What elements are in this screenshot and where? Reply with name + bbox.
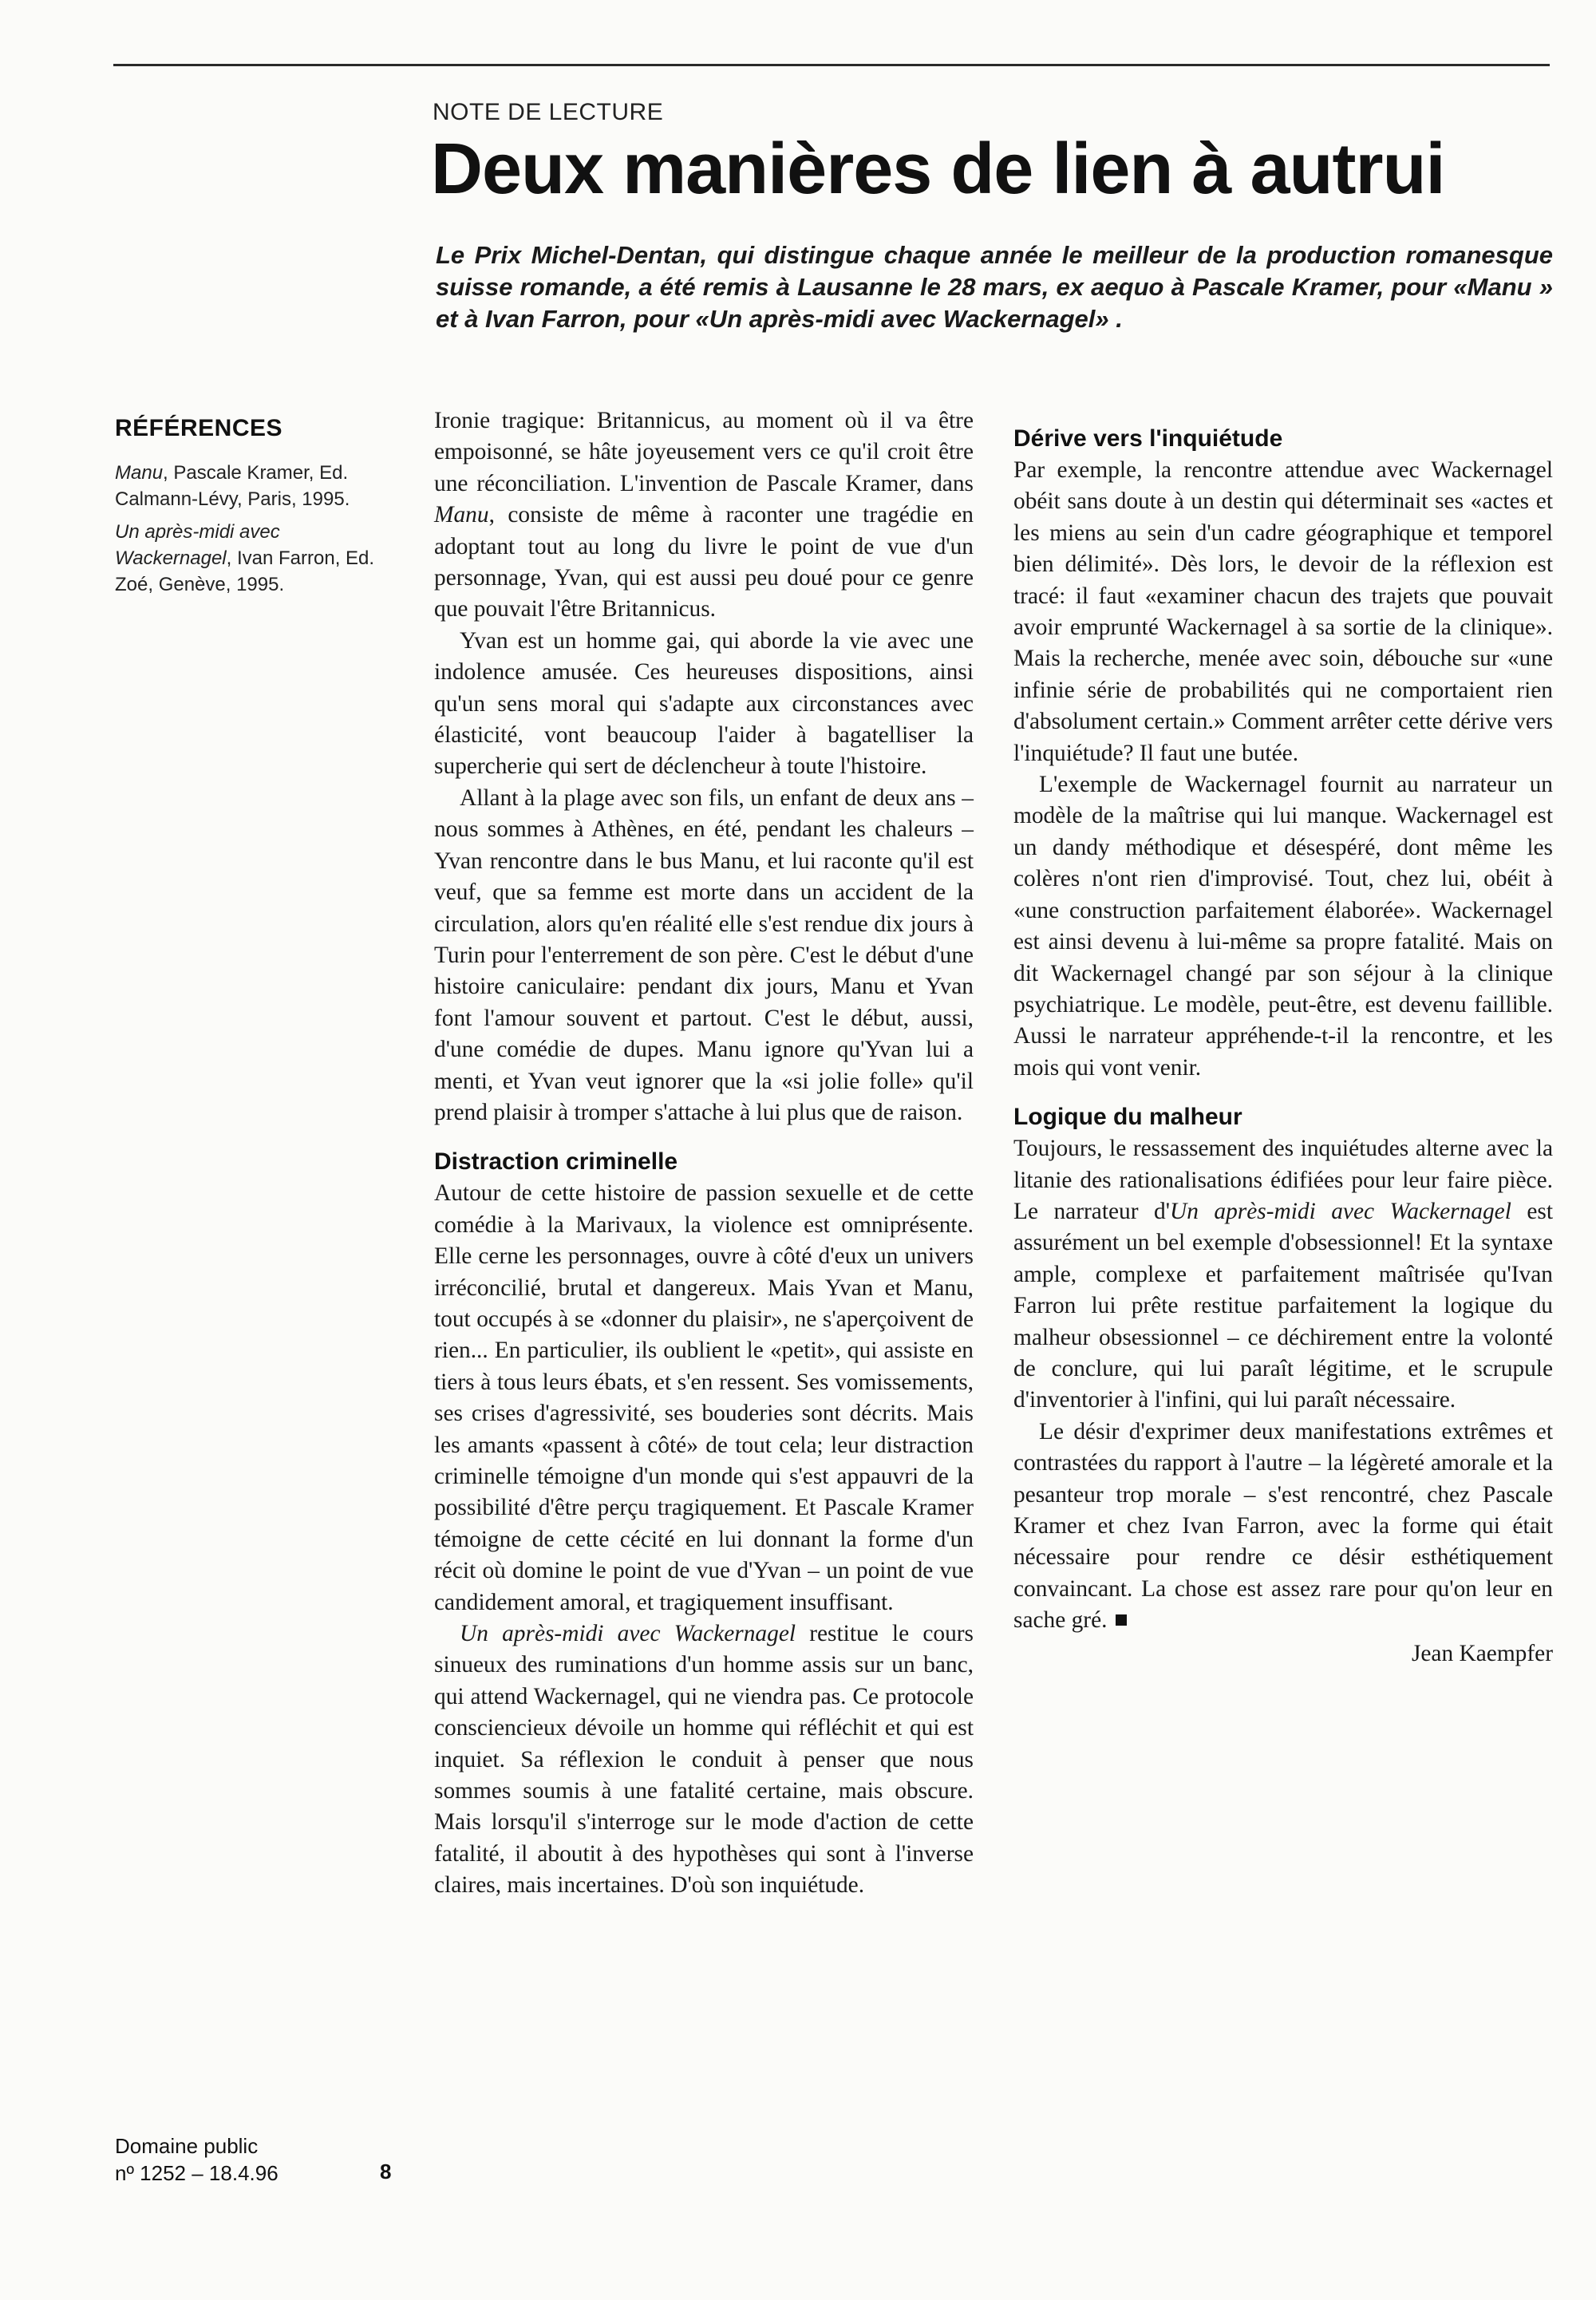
article-title: Deux manières de lien à autrui [431, 129, 1445, 209]
subheading: Distraction criminelle [434, 1148, 678, 1176]
body-paragraph: L'exemple de Wackernagel fournit au narrateur un modèle de la maîtrise qui lui manque. Wackernagel est un dandy méthodique et désespéré, dont même les colères n'ont rien d'improvisé. Tout, chez lui, obéit à «une construction parfaitement élaborée». Wackernagel est ainsi devenu à lui-même sa propre fatalité. Mais on dit Wackernagel changé par son séjour à la clinique psychiatrique. Le modèle, peut-être, est devenu faillible. Aussi le narrateur appréhende-t-il la rencontre, et les mois qui vont venir. [1013, 772, 1553, 1081]
book-title: Manu [434, 502, 489, 528]
reference-item [115, 519, 396, 598]
body-paragraph: Un après-midi avec Wackernagel restitue le cours sinueux des ruminations d'un homme assis sur un banc, qui attend Wackernagel, qui ne viendra pas. Ce protocole consciencieux dévoile un homme qui réfléchit et qui est inquiet. Sa réflexion le conduit à penser que nous sommes soumis à une fatalité certaine, mais obscure. Mais lorsqu'il s'interroge sur le mode d'action de cette fatalité, il aboutit à des hypothèses qui sont à l'inverse claires, mais incertaines. D'où son inquiétude. [434, 1621, 974, 1899]
publication-footer [115, 2132, 418, 2187]
body-paragraph: Ironie tragique: Britannicus, au moment où il va être empoisonné, se hâte joyeusement vers ce qu'il croit être une réconciliation. L'invention de Pascale Kramer, dans Manu, consiste de même à raconter une tragédie en adoptant tout au long du livre le point de vue d'un personnage, Yvan, qui est aussi peu doué pour ce genre que pouvait l'être Britannicus. [434, 408, 974, 622]
book-title: Un après-midi avec Wackernagel [460, 1621, 796, 1647]
author-signature: Jean Kaempfer [1411, 1640, 1553, 1666]
subheading: Dérive vers l'inquiétude [1013, 425, 1283, 452]
page-number: 8 [380, 2160, 392, 2183]
reference-title: Un après-midi avec Wackernagel [115, 521, 280, 569]
subheading: Logique du malheur [1013, 1104, 1242, 1131]
article-column-2 [1013, 405, 1553, 1670]
section-kicker: NOTE DE LECTURE [433, 99, 664, 125]
book-title: Un après-midi avec Wackernagel [1170, 1198, 1511, 1224]
body-paragraph: Toujours, le ressassement des inquiétudes alterne avec la litanie des rationalisations édifiées pour leur faire pièce. Le narrateur d'Un après-midi avec Wackernagel est assurément un bel exemple d'obsessionnel! Et la syntaxe ample, complexe et parfaitement maîtrisée qu'Ivan Farron lui prête restitue parfaitement la logique du malheur obsessionnel – ce déchirement entre la volonté de conclure, qui lui paraît légitime, et le scrupule d'inventorier à l'infini, qui lui paraît nécessaire. [1013, 1136, 1553, 1413]
body-paragraph: Yvan est un homme gai, qui aborde la vie avec une indolence amusée. Ces heureuses dispositions, ainsi qu'un sens moral qui s'adapte aux circonstances avec élasticité, vont beaucoup l'aider à bagatelliser la supercherie qui sert de déclencheur à toute l'histoire. [434, 627, 974, 780]
publication-name: Domaine public [115, 2134, 259, 2158]
top-rule [113, 64, 1550, 66]
body-paragraph: Par exemple, la rencontre attendue avec Wackernagel obéit sans doute à un destin qui déterminait ses «actes et les miens au sein d'un cadre géographique et temporel bien délimité». Dès lors, le devoir de la réflexion est tracé: il faut «examiner chacun des trajets que pouvait avoir emprunté Wackernagel à sa sortie de la clinique». Mais la recherche, menée avec soin, débouche sur «une infinie série de probabilités qui ne comportaient rien d'absolument certain.» Comment arrêter cette dérive vers l'inquiétude? Il faut une butée. [1013, 457, 1553, 766]
reference-details: , Pascale Kramer, Ed. Calmann-Lévy, Paris, 1995. [115, 462, 350, 510]
end-mark [1116, 1614, 1127, 1626]
reference-title: Manu [115, 462, 164, 484]
reference-item [115, 460, 396, 512]
body-paragraph: Le désir d'exprimer deux manifestations extrêmes et contrastées du rapport à l'autre – la légèreté amorale et la pesanteur trop morale – s'est rencontré, chez Pascale Kramer et chez Ivan Farron, avec la forme qui était nécessaire pour rendre ce désir esthétiquement convaincant. La chose est assez rare pour qu'on leur en sache gré. [1013, 1418, 1553, 1634]
references-sidebar [115, 415, 396, 604]
reference-details: , Ivan Farron, Ed. Zoé, Genève, 1995. [115, 547, 375, 595]
body-paragraph: Autour de cette histoire de passion sexuelle et de cette comédie à la Marivaux, la violence est omniprésente. Elle cerne les personnages, ouvre à côté d'eux un univers irréconcilié, brutal et dangereux. Mais Yvan et Manu, tout occupés à se «donner du plaisir», ne s'aperçoivent de rien... En particulier, ils oublient le «petit», qui assiste en tiers à tous leurs ébats, et s'en ressent. Ses vomissements, ses crises d'agressivité, ses bouderies sont décrits. Mais les amants «passent à côté» de tout cela; leur distraction criminelle témoigne d'un monde qui s'est appauvri de la possibilité d'être perçu tragiquement. Et Pascale Kramer témoigne de cette cécité en lui donnant la forme d'un récit où domine le point de vue d'Yvan – un point de vue candidement amoral, et tragiquement insuffisant. [434, 1180, 974, 1615]
article-column-1 [434, 405, 974, 1902]
issue-info: nº 1252 – 18.4.96 [115, 2161, 279, 2185]
article-lead: Le Prix Michel-Dentan, qui distingue chaque année le meilleur de la production romanesque suisse romande, a été remis à Lausanne le 28 mars, ex aequo à Pascale Kramer, pour «Manu » et à Ivan Farron, pour «Un après-midi avec Wackernagel» . [436, 241, 1553, 333]
references-heading: RÉFÉRENCES [115, 415, 283, 441]
body-paragraph: Allant à la plage avec son fils, un enfant de deux ans – nous sommes à Athènes, en été, pendant les chaleurs – Yvan rencontre dans le bus Manu, et lui raconte qu'il est veuf, que sa femme est morte dans un accident de la circulation, alors qu'en réalité elle s'est rendue dix jours à Turin pour l'enterrement de son père. C'est le début d'une histoire caniculaire: pendant dix jours, Manu et Yvan font l'amour souvent et partout. C'est le début, aussi, d'une comédie de dupes. Manu ignore qu'Yvan lui a menti, et Yvan veut ignorer que la «si jolie folle» qu'il prend plaisir à tromper s'attache à lui plus que de raison. [434, 784, 974, 1125]
